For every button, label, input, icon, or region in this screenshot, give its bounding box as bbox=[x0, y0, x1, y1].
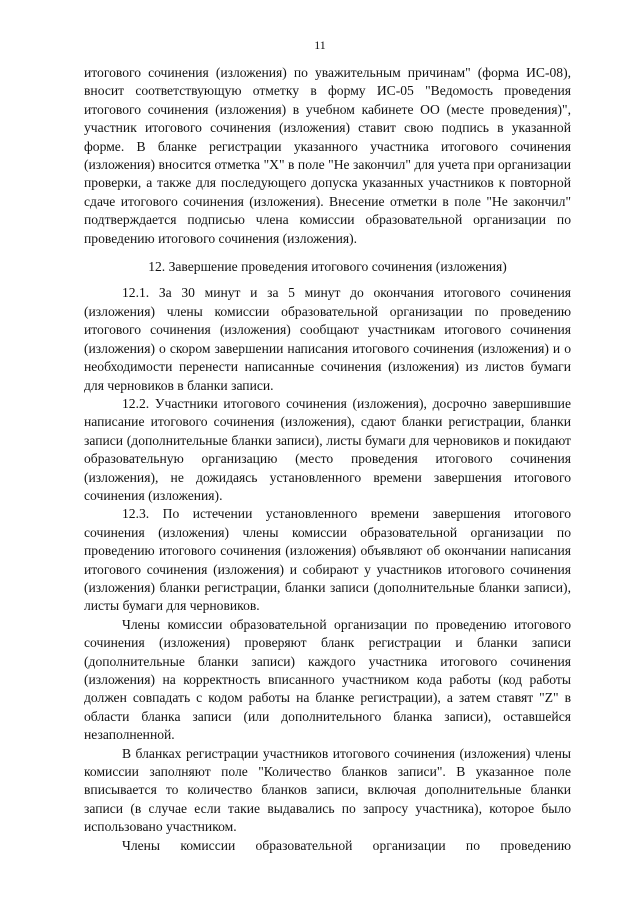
paragraph-forms-count: В бланках регистрации участников итогового сочинения (изложения) члены комиссии заполняют поле "Количество бланков записи". В указанное поле вписывается то количество бланков записи, включая дополнительные бланки записи (в случае если такие выдавались по запросу участника), которое было использовано участником. bbox=[84, 745, 571, 835]
paragraph-check-forms: Члены комиссии образовательной организации по проведению итогового сочинения (изложения) проверяют бланк регистрации и бланки записи (дополнительные бланки записи) каждого участника итогового сочинения (изложения) на корректность вписанного участником кода работы (код работы должен совпадать с кодом работы на бланке регистрации), а затем ставят "Z" в области бланка записи (или дополнительного бланка записи), оставшейся незаполненной. bbox=[84, 616, 571, 743]
document-body bbox=[84, 64, 571, 855]
paragraph-continued: итогового сочинения (изложения) по уважительным причинам" (форма ИС-08), вносит соответствующую отметку в форму ИС-05 "Ведомость проведения итогового сочинения (изложения) в учебном кабинете ОО (месте проведения)", участник итогового сочинения (изложения) ставит свою подпись в указанной форме. В бланке регистрации указанного участника итогового сочинения (изложения) вносится отметка "X" в поле "Не закончил" для учета при организации проверки, а также для последующего допуска указанных участников к повторной сдаче итогового сочинения (изложения). Внесение отметки в поле "Не закончил" подтверждается подписью члена комиссии образовательной организации по проведению итогового сочинения (изложения). bbox=[84, 65, 571, 246]
paragraph-12-2: 12.2. Участники итогового сочинения (изложения), досрочно завершившие написание итогового сочинения (изложения), сдают бланки регистрации, бланки записи (дополнительные бланки записи), листы бумаги для черновиков и покидают образовательную организацию (место проведения итогового сочинения (изложения), не дожидаясь установленного времени завершения итогового сочинения (изложения). bbox=[84, 395, 571, 503]
page-number: 11 bbox=[314, 38, 326, 52]
paragraph-12-3: 12.3. По истечении установленного времени завершения итогового сочинения (изложения) члены комиссии образовательной организации по проведению итогового сочинения (изложения) объявляют об окончании написания итогового сочинения (изложения) и собирают у участников итогового сочинения (изложения) бланки регистрации, бланки записи (дополнительные бланки записи), листы бумаги для черновиков. bbox=[84, 506, 571, 614]
paragraph-12-1: 12.1. За 30 минут и за 5 минут до окончания итогового сочинения (изложения) члены комиссии образовательной организации по проведению итогового сочинения (изложения) сообщают участникам итогового сочинения (изложения) о скором завершении написания итогового сочинения (изложения) и о необходимости перенести написанные сочинения (изложения) из листов бумаги для черновиков в бланки записи. bbox=[84, 285, 571, 393]
paragraph-last-line: Члены комиссии образовательной организации по проведению bbox=[122, 837, 571, 853]
section-heading: 12. Завершение проведения итогового сочинения (изложения) bbox=[148, 259, 507, 275]
